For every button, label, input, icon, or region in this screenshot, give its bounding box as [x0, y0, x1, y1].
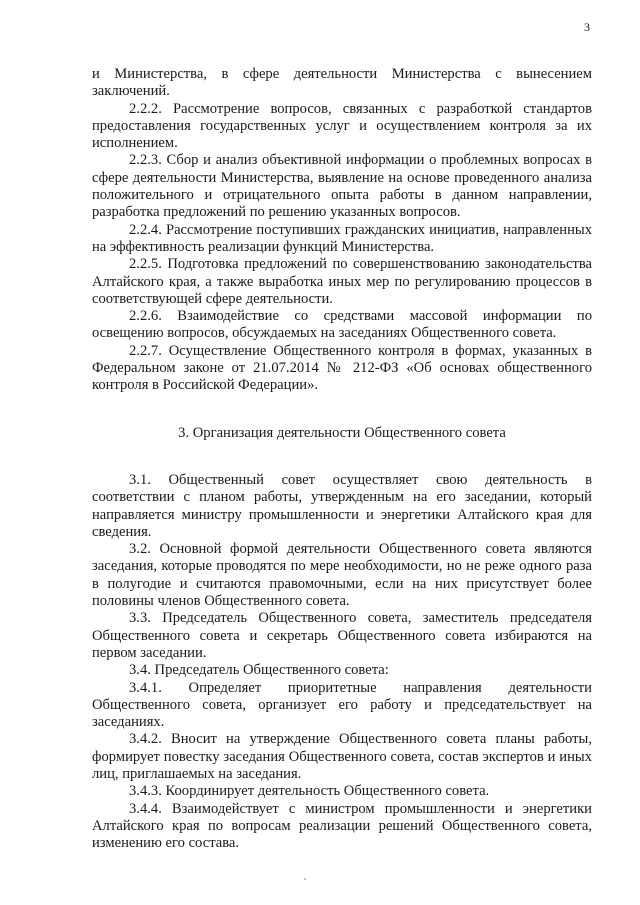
page-number: 3: [584, 20, 590, 34]
paragraph-2-2-6: 2.2.6. Взаимодействие со средствами массовой информации по освещению вопросов, обсуждаемых на заседаниях Общественного совета.: [92, 308, 592, 342]
document-body: [92, 66, 592, 852]
paragraph-3-4-1: 3.4.1. Определяет приоритетные направления деятельности Общественного совета, организует его работу и председательствует на заседаниях.: [92, 679, 592, 731]
paragraph-3-2: 3.2. Основной формой деятельности Общественного совета являются заседания, которые проводятся по мере необходимости, но не реже одного раза в полугодие и считаются правомочными, если на них присутствует более половины членов Общественного совета.: [92, 541, 592, 610]
paragraph-3-4-4: 3.4.4. Взаимодействует с министром промышленности и энергетики Алтайского края по вопросам реализации решений Общественного совета, изменению его состава.: [92, 800, 592, 852]
paragraph-3-4-2: 3.4.2. Вносит на утверждение Общественного совета планы работы, формирует повестку заседания Общественного совета, состав экспертов и иных лиц, приглашаемых на заседания.: [92, 731, 592, 782]
paragraph-continuation: и Министерства, в сфере деятельности Министерства с вынесением заключений.: [92, 66, 592, 100]
paragraph-2-2-7: 2.2.7. Осуществление Общественного контроля в формах, указанных в Федеральном законе от 21.07.2014 № 212-ФЗ «Об основах общественного контроля в Российской Федерации».: [92, 342, 592, 394]
paragraph-2-2-5: 2.2.5. Подготовка предложений по совершенствованию законодательства Алтайского края, а также выработка иных мер по регулированию процессов в соответствующей сфере деятельности.: [92, 256, 592, 307]
paragraph-3-4-3: 3.4.3. Координирует деятельность Общественного совета.: [129, 783, 490, 800]
paragraph-3-3: 3.3. Председатель Общественного совета, заместитель председателя Общественного совета и секретарь Общественного совета избираются на первом заседании.: [92, 610, 592, 661]
section-title: 3. Организация деятельности Общественного совета: [178, 424, 506, 441]
paragraph-2-2-4: 2.2.4. Рассмотрение поступивших гражданских инициатив, направленных на эффективность реализации функций Министерства.: [92, 221, 592, 255]
paragraph-2-2-2: 2.2.2. Рассмотрение вопросов, связанных с разработкой стандартов предоставления государственных услуг и осуществлением контроля за их исполнением.: [92, 100, 592, 152]
paragraph-3-4: 3.4. Председатель Общественного совета:: [129, 662, 389, 679]
paragraph-2-2-3: 2.2.3. Сбор и анализ объективной информации о проблемных вопросах в сфере деятельности Министерства, выявление на основе проведенного анализа положительного и отрицательного опыта работы в данном направлении, разработка предложений по решению указанных вопросов.: [92, 152, 592, 221]
scan-speck: [304, 878, 306, 880]
paragraph-3-1: 3.1. Общественный совет осуществляет свою деятельность в соответствии с планом работы, утвержденным на его заседании, который направляется министру промышленности и энергетики Алтайского края для сведения.: [92, 471, 592, 540]
